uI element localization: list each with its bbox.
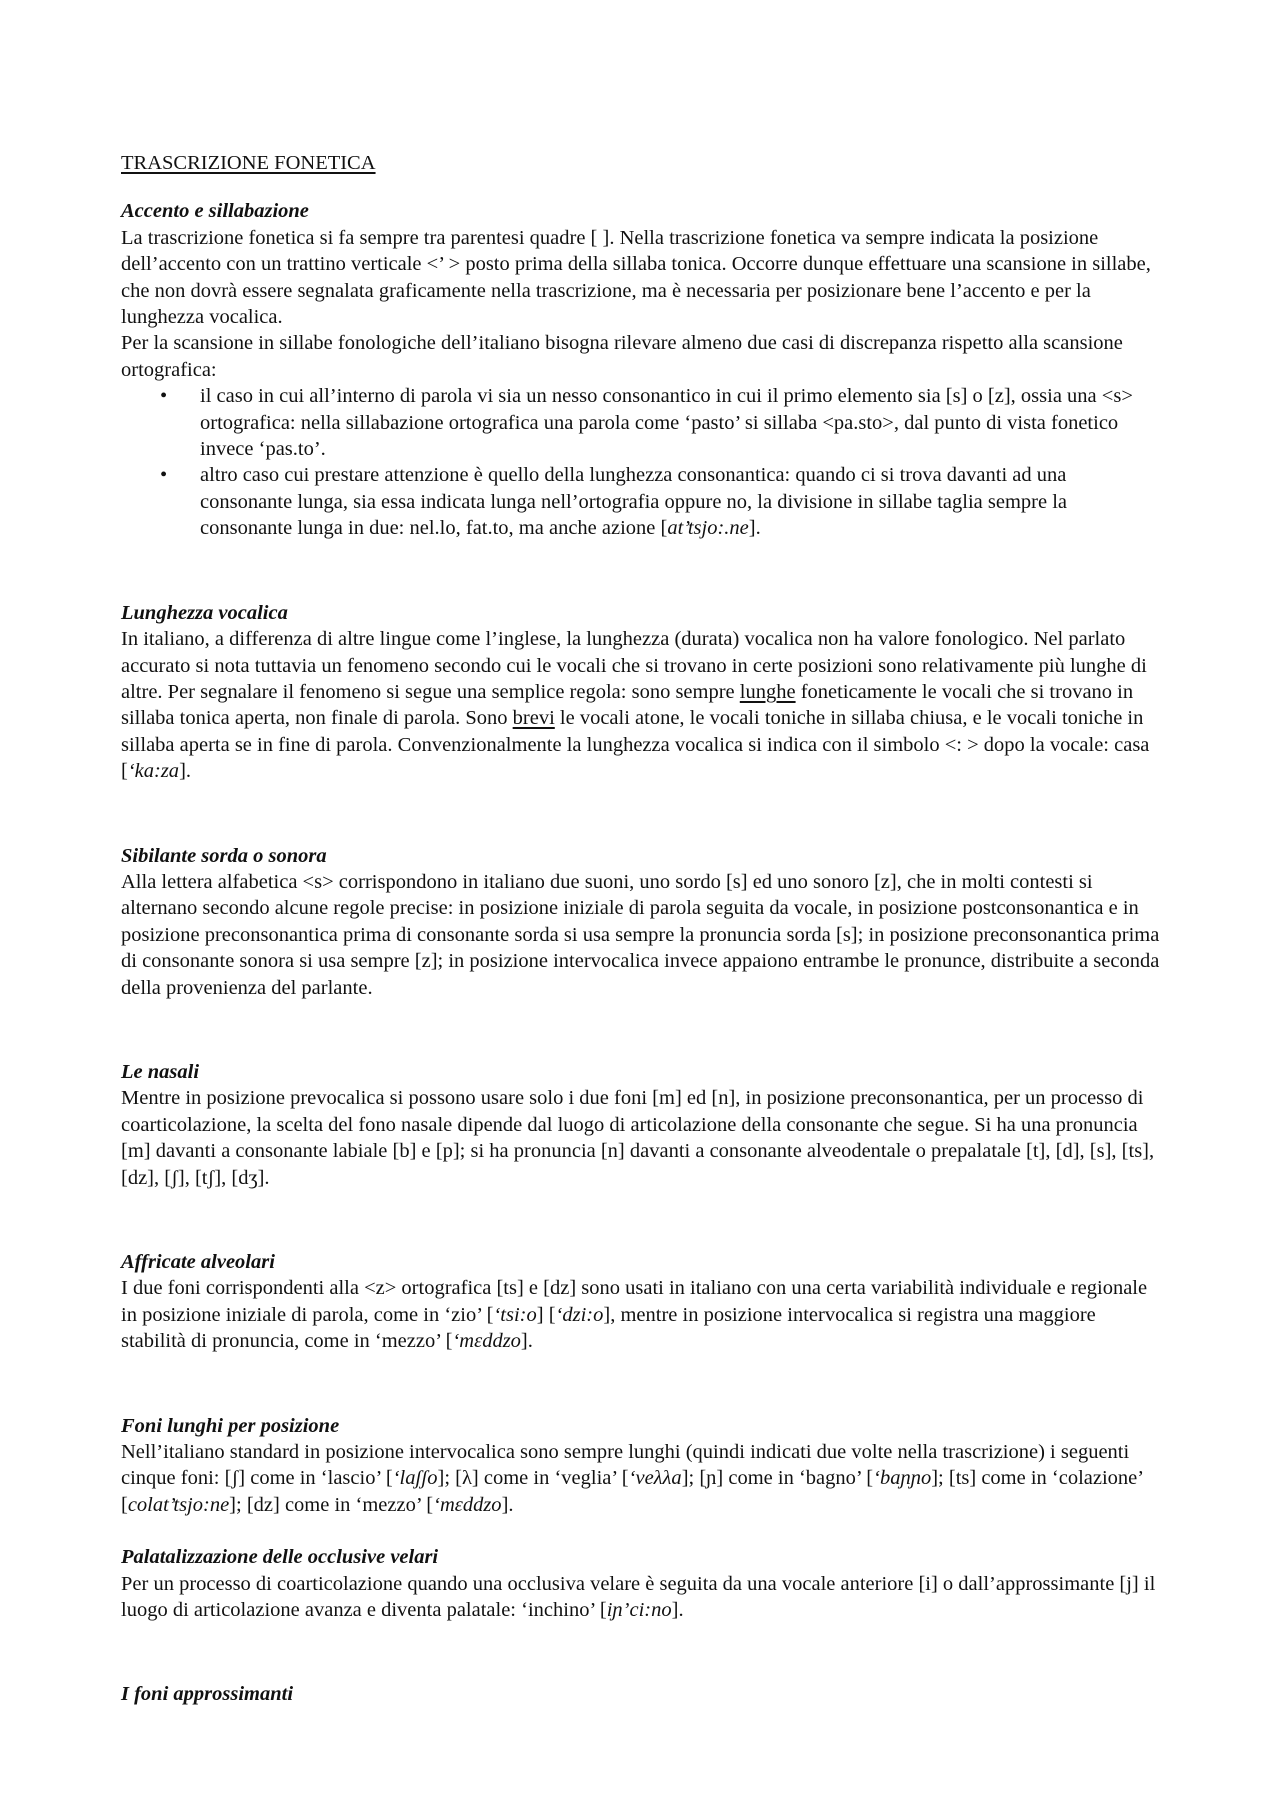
- text-run: ].: [671, 1599, 684, 1622]
- section-heading: Sibilante sorda o sonora: [121, 844, 327, 867]
- text-run: le vocali atone, le vocali toniche in sillaba chiusa, e le vocali toniche in sillaba aperta se in fine di parola. Convenzionalmente la lunghezza vocalica si indica con il simbolo <: > dopo la vocale: casa [: [121, 707, 1150, 783]
- ipa-transcription: colat’tsjo:ne: [127, 1493, 230, 1516]
- paragraph: [121, 1439, 1161, 1518]
- paragraph: [121, 626, 1161, 784]
- ipa-transcription: at’tsjo:.ne: [667, 517, 749, 540]
- text-run: I due foni corrispondenti alla <z> ortografica [ts] e [dz] sono usati in italiano con una certa variabilità individuale e regionale in posizione iniziale di parola, come in ‘zio’ [: [121, 1277, 1148, 1326]
- text-run: ].: [179, 760, 192, 783]
- text-run: Per un processo di coarticolazione quando una occlusiva velare è seguita da una vocale anteriore [i] o dall’approssimante [j] il luogo di articolazione avanza e diventa palatale: ‘inchino’ [: [121, 1572, 1156, 1622]
- section-heading: Accento e sillabazione: [121, 200, 309, 223]
- paragraph: Per la scansione in sillabe fonologiche dell’italiano bisogna rilevare almeno due casi di discrepanza rispetto alla scansione ortografica:: [121, 332, 1123, 381]
- text-run: In italiano, a differenza di altre lingue come l’inglese, la lunghezza (durata) vocalica non ha valore fonologico. Nel parlato accurato si nota tuttavia un fenomeno secondo cui le vocali che si trovano in certe posizioni sono relativamente più lunghe di altre. Per segnalare il fenomeno si segue una semplice regola: sono sempre: [121, 628, 1147, 703]
- section-heading: Affricate alveolari: [121, 1251, 275, 1273]
- text-run: altro caso cui prestare attenzione è quello della lunghezza consonantica: quando ci si trova davanti ad una consonante lunga, sia essa indicata lunga nell’ortografia oppure no, la divisione in sillabe taglia sempre la consonante lunga in due: nel.lo, fat.to, ma anche azione [: [200, 464, 1067, 540]
- section-lunghezza: [121, 600, 1161, 785]
- text-run: ]; [λ] come in ‘veglia’ [: [437, 1467, 629, 1490]
- underlined-word: lunghe: [739, 680, 796, 703]
- text-run: ], mentre in posizione intervocalica si registra una maggiore stabilità di pronuncia, come in ‘mezzo’ [: [121, 1303, 1096, 1353]
- text-run: ].: [520, 1330, 533, 1353]
- ipa-transcription: iɲ’ci:no: [606, 1599, 672, 1622]
- section-palatalizzazione: [121, 1544, 1161, 1623]
- section-heading: Palatalizzazione delle occlusive velari: [121, 1546, 439, 1569]
- ipa-transcription: ‘laʃʃo: [392, 1467, 438, 1490]
- paragraph: Mentre in posizione prevocalica si possono usare solo i due foni [m] ed [n], in posizione preconsonantica, per un processo di coarticolazione, la scelta del fono nasale dipende dal luogo di articolazione della consonante che segue. Si ha una pronuncia [m] davanti a consonante labiale [b] e [p]; si ha pronuncia [n] davanti a consonante alveodentale o prepalatale [t], [d], [s], [ts], [dz], [ʃ], [tʃ], [dʒ].: [121, 1087, 1155, 1189]
- underlined-word: brevi: [512, 707, 555, 730]
- ipa-transcription: ‘veλλa: [628, 1467, 682, 1490]
- ipa-transcription: ‘dzi:o: [555, 1303, 604, 1326]
- section-heading: I foni approssimanti: [121, 1683, 294, 1706]
- ipa-transcription: ‘tsi:o: [493, 1303, 537, 1326]
- text-run: ]; [ɲ] come in ‘bagno’ [: [681, 1467, 874, 1490]
- text-run: foneticamente le vocali che si trovano in sillaba tonica aperta, non finale di parola. Sono: [121, 680, 1134, 730]
- ipa-transcription: ‘mɛddzo: [433, 1493, 502, 1516]
- paragraph: Alla lettera alfabetica <s> corrispondono in italiano due suoni, uno sordo [s] ed uno sonoro [z], che in molti contesti si alternano secondo alcune regole precise: in posizione iniziale di parola seguita da vocale, in posizione postconsonantica e in posizione preconsonantica prima di consonante sorda si usa sempre la pronuncia sorda [s]; in posizione preconsonantica prima di consonante sonora si usa sempre [z]; in posizione intervocalica invece appaiono entrambe le pronunce, distribuite a seconda della provenienza del parlante.: [121, 870, 1160, 999]
- section-heading: Lunghezza vocalica: [121, 601, 288, 624]
- section-foni-lunghi: [121, 1413, 1161, 1519]
- section-accento: [121, 198, 1161, 541]
- document-page: [121, 150, 1161, 1766]
- text-run: Nell’italiano standard in posizione intervocalica sono sempre lunghi (quindi indicati due volte nella trascrizione) i seguenti cinque foni: [ʃ] come in ‘lascio’ [: [121, 1441, 1130, 1490]
- section-heading: Foni lunghi per posizione: [121, 1414, 340, 1437]
- text-run: ]; [ts] come in ‘colazione’ [: [121, 1467, 1143, 1516]
- bullet-list: [121, 383, 1161, 541]
- list-item: [121, 462, 1161, 541]
- text-run: ].: [748, 517, 761, 540]
- paragraph: [121, 1571, 1161, 1624]
- text-run: ]; [dz] come in ‘mezzo’ [: [229, 1493, 434, 1516]
- ipa-transcription: ‘baɲɲo: [873, 1467, 932, 1490]
- text-run: ].: [501, 1493, 514, 1516]
- paragraph: [121, 1275, 1161, 1354]
- section-heading: Le nasali: [121, 1060, 200, 1083]
- ipa-transcription: ‘mɛddzo: [452, 1330, 521, 1353]
- text-run: ] [: [536, 1303, 556, 1326]
- section-affricate: [121, 1249, 1161, 1355]
- document-title: TRASCRIZIONE FONETICA: [121, 152, 376, 174]
- section-nasali: [121, 1059, 1161, 1191]
- list-item: • il caso in cui all’interno di parola vi sia un nesso consonantico in cui il primo elemento sia [s] o [z], ossia una <s> ortografica: nella sillabazione ortografica una parola come ‘pasto’ si sillaba <pa.sto>, dal punto di vista fonetico invece ‘pas.to’.: [121, 383, 1161, 462]
- section-approssimanti: [121, 1681, 1161, 1707]
- paragraph: La trascrizione fonetica si fa sempre tra parentesi quadre [ ]. Nella trascrizione fonetica va sempre indicata la posizione dell’accento con un trattino verticale <’ > posto prima della sillaba tonica. Occorre dunque effettuare una scansione in sillabe, che non dovrà essere segnalata graficamente nella trascrizione, ma è necessaria per posizionare bene l’accento e per la lunghezza vocalica.: [121, 226, 1151, 329]
- section-sibilante: [121, 843, 1161, 1001]
- ipa-transcription: ‘ka:za: [127, 760, 180, 783]
